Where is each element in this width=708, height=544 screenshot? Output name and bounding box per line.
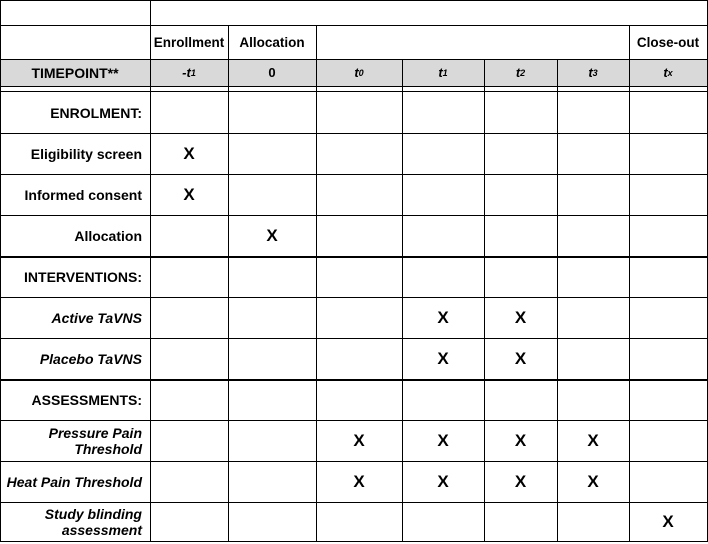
row-label: Study blinding assessment [44, 506, 142, 538]
section-label: ASSESSMENTS: [31, 391, 142, 408]
timepoint-symbol: -t [182, 65, 191, 80]
schedule-mark: X [514, 307, 527, 327]
vline-4 [402, 59, 403, 542]
timepoint-subscript: 2 [520, 68, 526, 78]
row-line-7 [0, 379, 708, 381]
row-label: Active TaVNS [51, 309, 142, 326]
frame-bottom [0, 541, 708, 542]
schedule-mark: X [437, 348, 449, 368]
timepoint-symbol: t [515, 65, 521, 80]
row-label: Heat Pain Threshold [6, 473, 142, 490]
schedule-mark: X [514, 471, 527, 491]
vline-5 [484, 59, 485, 542]
schedule-mark: X [437, 307, 449, 327]
header-line-4 [0, 91, 708, 92]
section-label: INTERVENTIONS: [24, 268, 142, 285]
schedule-mark: X [587, 471, 599, 491]
schedule-mark: X [514, 348, 527, 368]
row-label: Allocation [74, 227, 142, 244]
schedule-mark: X [437, 430, 449, 450]
vline-h1-1 [316, 25, 317, 60]
timepoint-symbol: t [354, 65, 359, 80]
row-line-4 [0, 256, 708, 258]
row-line-1 [0, 133, 708, 134]
frame-top [0, 0, 708, 1]
timepoint-4 [484, 60, 557, 86]
schedule-mark: X [353, 471, 365, 491]
vline-h1-0 [228, 25, 229, 60]
timepoint-0 [150, 60, 228, 86]
schedule-mark: X [514, 430, 527, 450]
row-label: Eligibility screen [30, 145, 142, 162]
vline-3 [316, 59, 317, 542]
row-line-10 [0, 502, 708, 503]
schedule-mark: X [183, 184, 195, 204]
vline-7 [629, 59, 630, 542]
row-label: Placebo TaVNS [39, 350, 142, 367]
row-line-5 [0, 297, 708, 298]
row-line-3 [0, 215, 708, 216]
row-line-2 [0, 174, 708, 175]
header-closeout: Close-out [636, 34, 700, 50]
header-allocation: Allocation [239, 34, 305, 50]
vline-h1-2 [629, 25, 630, 60]
timepoint-2 [316, 60, 402, 86]
header-line-1 [0, 25, 708, 26]
row-line-6 [0, 338, 708, 339]
row-label: Pressure Pain Threshold [48, 424, 142, 457]
row-label: Informed consent [24, 186, 142, 203]
timepoint-symbol: t [663, 65, 668, 80]
schedule-mark: X [437, 471, 449, 491]
timepoint-subscript: x [667, 68, 673, 78]
row-line-9 [0, 461, 708, 462]
timepoint-subscript: 3 [592, 68, 598, 78]
schedule-mark: X [662, 512, 674, 531]
timepoint-subscript: 0 [358, 68, 364, 78]
timepoint-symbol: 0 [268, 65, 276, 80]
schedule-mark: X [266, 225, 278, 245]
schedule-mark: X [587, 430, 599, 450]
timepoint-subscript: 1 [190, 68, 196, 78]
section-label: ENROLMENT: [50, 104, 142, 121]
schedule-mark: X [353, 430, 365, 450]
timepoint-5 [557, 60, 629, 86]
header-enrollment: Enrollment [153, 34, 225, 50]
timepoint-symbol: t [438, 65, 443, 80]
timepoint-6 [629, 60, 707, 86]
row-line-8 [0, 420, 708, 421]
timepoint-subscript: 1 [442, 68, 448, 78]
header-line-3 [0, 86, 708, 87]
vline-6 [557, 59, 558, 542]
timepoint-symbol: t [588, 65, 593, 80]
header-line-2 [0, 59, 708, 60]
timepoint-1 [228, 60, 316, 86]
timepoint-label: TIMEPOINT** [31, 65, 119, 81]
timepoint-3 [402, 60, 484, 86]
vline-2 [228, 59, 229, 542]
schedule-mark: X [183, 143, 195, 163]
